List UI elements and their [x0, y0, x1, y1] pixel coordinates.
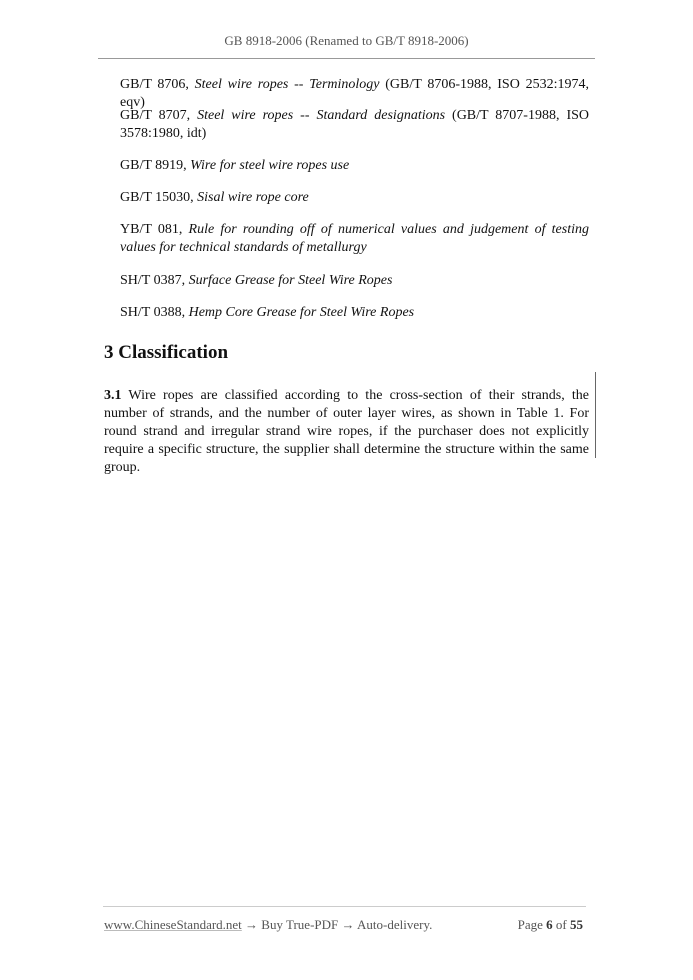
website-link[interactable]: www.ChineseStandard.net — [104, 917, 242, 932]
change-bar — [595, 372, 596, 458]
clause-number: 3.1 — [104, 388, 122, 403]
header-divider — [98, 58, 595, 59]
clause-paragraph — [104, 387, 589, 477]
footer-divider — [103, 906, 586, 907]
section-heading: 3 Classification — [104, 342, 229, 363]
reference-item: SH/T 0388, Hemp Core Grease for Steel Wire Ropes — [120, 305, 415, 320]
reference-item: YB/T 081, Rule for rounding off of numerical values and judgement of testing values for technical standards of metallurgy — [120, 222, 589, 255]
page-number: Page 6 of 55 — [517, 917, 583, 932]
reference-item: SH/T 0387, Surface Grease for Steel Wire Ropes — [120, 273, 393, 288]
reference-item: GB/T 8706, Steel wire ropes -- Terminology (GB/T 8706-1988, ISO 2532:1974, eqv) — [120, 77, 589, 110]
reference-item: GB/T 8707, Steel wire ropes -- Standard designations (GB/T 8707-1988, ISO 3578:1980, idt) — [120, 108, 590, 141]
clause-text: Wire ropes are classified according to the cross-section of their strands, the number of strands, and the number of outer layer wires, as shown in Table 1. For round strand and irregular strand wire ropes, if the purchaser does not explicitly require a specific structure, the supplier shall determine the structure within the same group. — [104, 388, 589, 475]
reference-item: GB/T 15030, Sisal wire rope core — [120, 190, 309, 205]
page-header: GB 8918-2006 (Renamed to GB/T 8918-2006) — [224, 33, 469, 48]
reference-item: GB/T 8919, Wire for steel wire ropes use — [120, 158, 350, 173]
footer-text: www.ChineseStandard.net → Buy True-PDF → Auto-delivery. — [104, 917, 433, 932]
